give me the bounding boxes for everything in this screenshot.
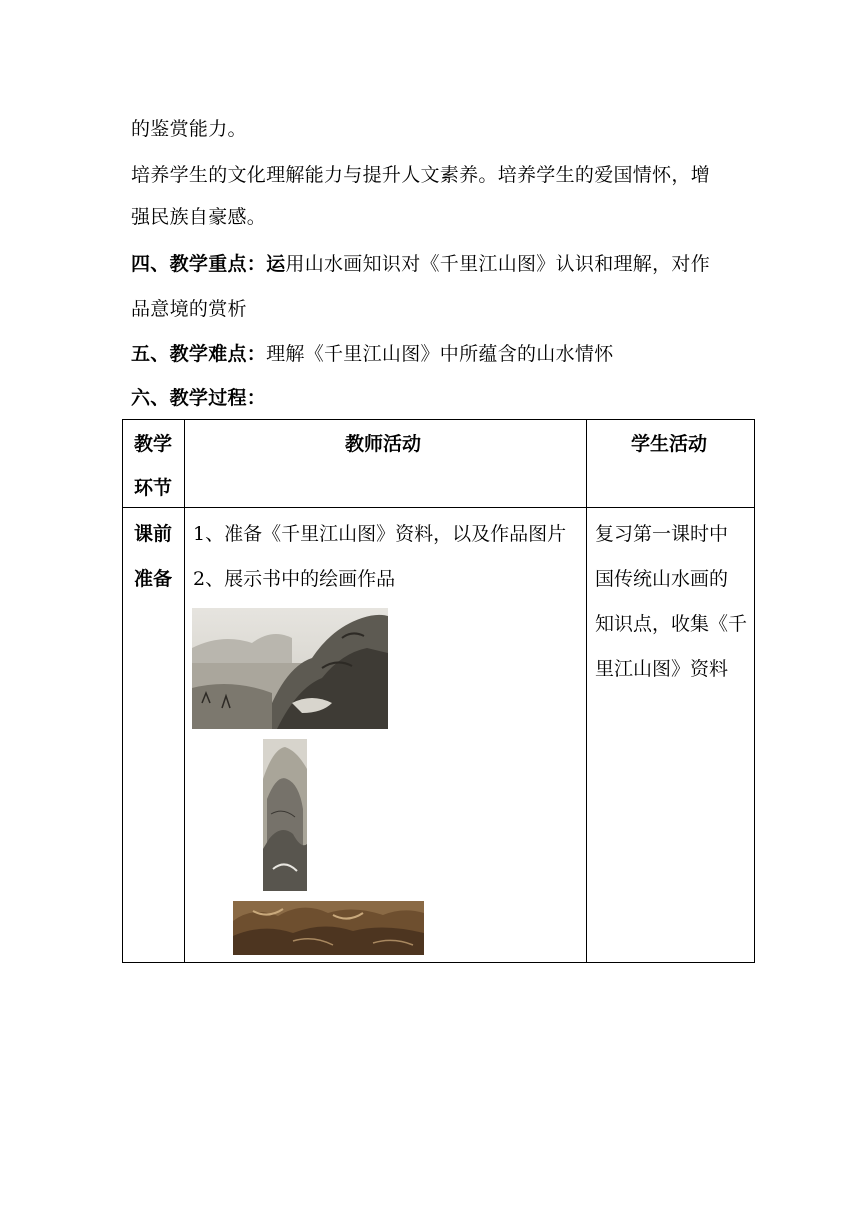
row-stage-line-2: 准备 [134, 568, 173, 590]
teacher-activity-line-2: 2、展示书中的绘画作品 [193, 568, 396, 590]
difficulties-label: 五、教学难点： [131, 343, 267, 365]
intro-line-1: 的鉴赏能力。 [131, 118, 247, 140]
row-stage-line-1: 课前 [134, 523, 173, 545]
intro-line-2: 培养学生的文化理解能力与提升人文素养。培养学生的爱国情怀，增 [131, 164, 711, 186]
landscape-painting-image-1 [192, 608, 388, 729]
difficulties-text: 理解《千里江山图》中所蕴含的山水情怀 [266, 343, 614, 365]
handscroll-painting-image [233, 901, 424, 955]
student-activity-line-4: 里江山图》资料 [595, 658, 729, 680]
lesson-table [122, 419, 755, 963]
table-border-left [122, 419, 123, 963]
student-activity-line-2: 国传统山水画的 [595, 568, 729, 590]
teacher-activity-line-1: 1、准备《千里江山图》资料，以及作品图片 [193, 523, 567, 545]
key-points-label: 四、教学重点：运 [131, 253, 286, 275]
key-points-line [131, 252, 710, 276]
vertical-scroll-painting-image [263, 739, 307, 891]
header-stage-line-2: 环节 [134, 477, 173, 499]
table-col-divider-2 [586, 419, 587, 963]
student-activity-line-3: 知识点，收集《千 [595, 613, 748, 635]
header-student-activity: 学生活动 [631, 433, 708, 455]
table-border-top [122, 419, 755, 420]
table-header-divider [122, 507, 755, 508]
student-activity-line-1: 复习第一课时中 [595, 523, 729, 545]
table-border-bottom [122, 962, 755, 963]
difficulties-line [131, 342, 614, 366]
intro-line-3: 强民族自豪感。 [131, 206, 267, 228]
header-teacher-activity: 教师活动 [345, 433, 422, 455]
table-border-right [754, 419, 755, 963]
key-points-text: 用山水画知识对《千里江山图》认识和理解，对作 [285, 253, 711, 275]
process-heading: 六、教学过程： [131, 387, 267, 409]
key-points-line-2: 品意境的赏析 [131, 298, 247, 320]
header-stage-line-1: 教学 [134, 433, 173, 455]
table-col-divider-1 [184, 419, 185, 963]
